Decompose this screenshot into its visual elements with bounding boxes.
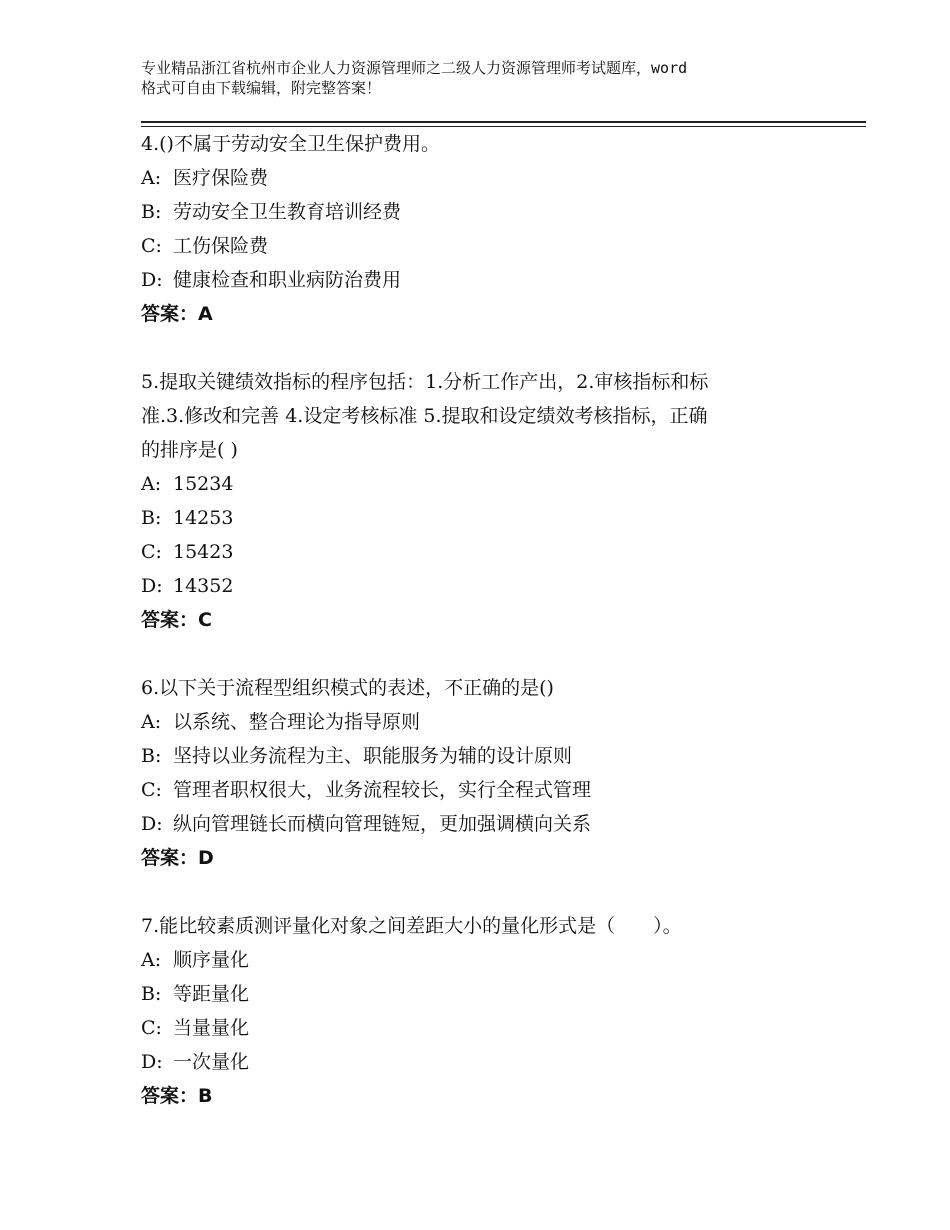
option-c bbox=[141, 535, 841, 569]
option-letter: C: bbox=[141, 235, 162, 257]
option-letter: D: bbox=[141, 269, 163, 291]
option-text: 劳动安全卫生教育培训经费 bbox=[173, 201, 402, 223]
option-b bbox=[141, 501, 841, 535]
answer-line: 答案：A bbox=[141, 303, 213, 325]
header-line-1: 专业精品浙江省杭州市企业人力资源管理师之二级人力资源管理师考试题库，word bbox=[141, 59, 688, 77]
option-c bbox=[141, 1011, 841, 1045]
option-letter: B: bbox=[141, 983, 162, 1005]
answer-line: 答案：D bbox=[141, 847, 214, 869]
question-text: 6.以下关于流程型组织模式的表述，不正确的是() bbox=[141, 677, 554, 699]
option-text: 14253 bbox=[173, 507, 234, 529]
option-letter: D: bbox=[141, 813, 163, 835]
option-a bbox=[141, 161, 841, 195]
option-letter: D: bbox=[141, 575, 163, 597]
option-text: 医疗保险费 bbox=[173, 167, 269, 189]
option-letter: A: bbox=[141, 473, 162, 495]
question-list bbox=[141, 127, 841, 1147]
option-text: 当量量化 bbox=[173, 1017, 250, 1039]
option-text: 15234 bbox=[173, 473, 234, 495]
option-text: 工伤保险费 bbox=[173, 235, 269, 257]
option-d bbox=[141, 263, 841, 297]
option-text: 坚持以业务流程为主、职能服务为辅的设计原则 bbox=[173, 745, 573, 767]
option-a bbox=[141, 943, 841, 977]
option-b bbox=[141, 195, 841, 229]
option-text: 以系统、整合理论为指导原则 bbox=[173, 711, 421, 733]
answer-line: 答案：B bbox=[141, 1085, 213, 1107]
question-5 bbox=[141, 365, 841, 637]
option-text: 14352 bbox=[173, 575, 234, 597]
option-c bbox=[141, 773, 841, 807]
question-text: 7.能比较素质测评量化对象之间差距大小的量化形式是（ ）。 bbox=[141, 915, 682, 937]
option-letter: A: bbox=[141, 711, 162, 733]
option-a bbox=[141, 467, 841, 501]
option-text: 纵向管理链长而横向管理链短，更加强调横向关系 bbox=[173, 813, 592, 835]
option-text: 管理者职权很大，业务流程较长，实行全程式管理 bbox=[173, 779, 592, 801]
question-4 bbox=[141, 127, 841, 331]
question-6 bbox=[141, 671, 841, 875]
option-letter: A: bbox=[141, 949, 162, 971]
option-letter: D: bbox=[141, 1051, 163, 1073]
option-d bbox=[141, 569, 841, 603]
option-letter: C: bbox=[141, 541, 162, 563]
option-letter: B: bbox=[141, 201, 162, 223]
option-letter: B: bbox=[141, 507, 162, 529]
option-b bbox=[141, 739, 841, 773]
option-d bbox=[141, 1045, 841, 1079]
option-c bbox=[141, 229, 841, 263]
question-text: 4.()不属于劳动安全卫生保护费用。 bbox=[141, 133, 440, 155]
question-text: 5.提取关键绩效指标的程序包括：1.分析工作产出，2.审核指标和标 bbox=[141, 371, 709, 393]
option-text: 等距量化 bbox=[173, 983, 250, 1005]
header-line-2: 格式可自由下载编辑，附完整答案！ bbox=[141, 79, 382, 97]
option-text: 一次量化 bbox=[173, 1051, 250, 1073]
header-divider-thick bbox=[141, 121, 866, 123]
answer-line: 答案：C bbox=[141, 609, 212, 631]
question-text: 的排序是( ) bbox=[141, 439, 238, 461]
option-a bbox=[141, 705, 841, 739]
question-7 bbox=[141, 909, 841, 1113]
option-letter: C: bbox=[141, 1017, 162, 1039]
option-text: 15423 bbox=[173, 541, 234, 563]
option-letter: B: bbox=[141, 745, 162, 767]
question-text: 准.3.修改和完善 4.设定考核标准 5.提取和设定绩效考核指标，正确 bbox=[141, 405, 708, 427]
option-b bbox=[141, 977, 841, 1011]
option-d bbox=[141, 807, 841, 841]
option-text: 健康检查和职业病防治费用 bbox=[173, 269, 402, 291]
option-text: 顺序量化 bbox=[173, 949, 250, 971]
option-letter: A: bbox=[141, 167, 162, 189]
option-letter: C: bbox=[141, 779, 162, 801]
document-header bbox=[141, 58, 841, 98]
